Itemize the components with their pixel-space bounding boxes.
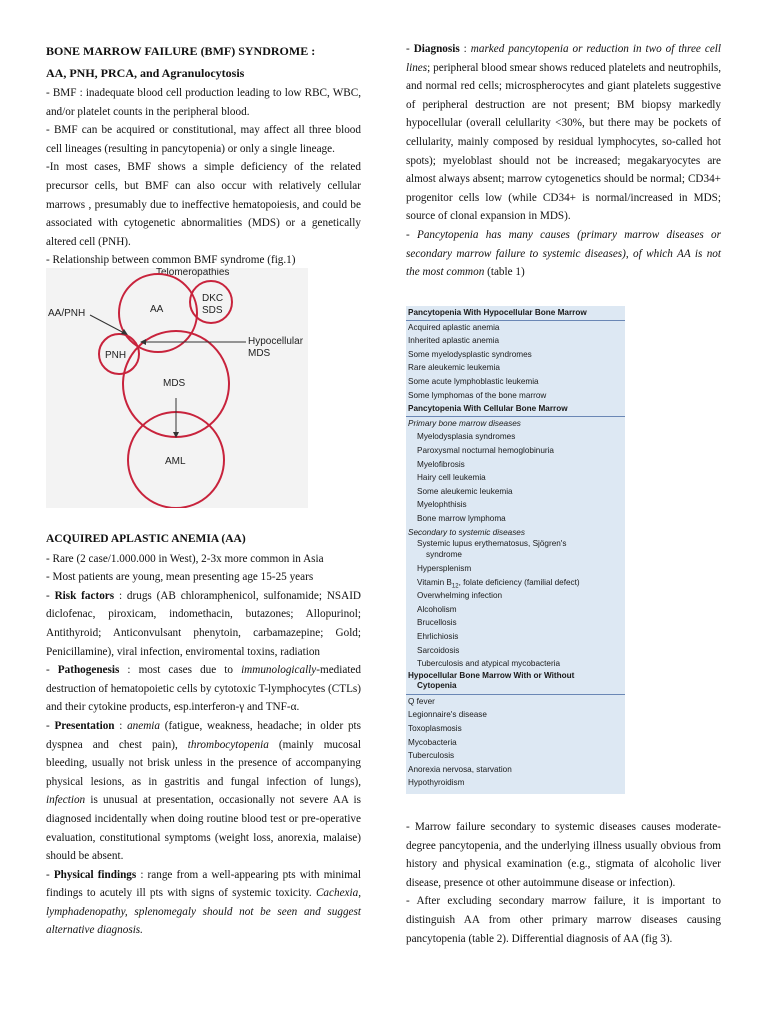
aa-physical-findings: - Physical findings : range from a well-appearing pts with minimal findings to acutely ill pts with signs of systemic toxicity. Cachexia, lymphadenopathy, splenomegaly should not be seen and suggest alternative diagnosis. (46, 868, 361, 937)
bmf-lineages: - BMF can be acquired or constitutional, may affect all three blood cell lineages (resulting in pancytopenia) or only a single lineage. (46, 124, 361, 155)
fig-label-pnh: PNH (105, 350, 127, 361)
differential-paragraph: - After excluding secondary marrow failure, it is important to distinguish AA from other primary marrow diseases causing pancytopenia (table 2). Differential diagnosis of AA (fig 3). (406, 895, 721, 945)
table-row: Sarcoidosis (417, 645, 460, 655)
pres-label: Presentation (54, 719, 115, 732)
table-group-infection (406, 589, 625, 671)
document-title: BONE MARROW FAILURE (BMF) SYNDROME : (46, 44, 316, 58)
fig-label-telomeropathies: Telomeropathies (156, 268, 230, 278)
aa-presentation: - Presentation : anemia (fatigue, weakness, headache; in older pts dyspnea and chest pain), thrombocytopenia (mainly mucosal bleeding, usually not brisk unless in the presence of accompanying physical lesions, as in gastritis and fungal infection of lungs), infection is unusual at presentation, occasionally not severe AA is diagnosed incidentally when doing routine blood test or pre-operative evaluation, constitutional symptoms (weight loss, anorexia, malaise) should be absent. (46, 719, 362, 863)
aa-age: - Most patients are young, mean presenting age 15-25 years (46, 571, 314, 584)
table-row: Some aleukemic leukemia (417, 486, 513, 496)
table-row: Bone marrow lymphoma (417, 513, 506, 523)
table-row: Tuberculosis (408, 751, 455, 761)
fig-label-dkc: DKC (202, 293, 224, 304)
diagnosis-label: Diagnosis (413, 43, 460, 55)
table-row: Alcoholism (417, 604, 457, 614)
patho-label: Pathogenesis (57, 664, 120, 677)
bmf-mechanism: -In most cases, BMF shows a simple deficiency of the related precursor cells, but BMF can also occur with relatively cellular marrows , presumably due to ineffective hematopoiesis, and could be associated with cytogenetic abnormalities (MDS) or a genetically altered cell (PNH). (46, 161, 361, 248)
secondary-failure-paragraph: - Marrow failure secondary to systemic diseases causes moderate-degree pancytopenia, and the underlying illness usually obvious from history and physical examination (e.g., stigmata of alcoholic liver disease, presence ot other autoimmune disease or infection). (406, 821, 721, 889)
table-row: Vitamin $B_{12}$, folate deficiency (familial defect) (417, 577, 580, 590)
table-subheader-primary: Primary bone marrow diseases (408, 418, 521, 428)
table-row: Myelofibrosis (417, 459, 465, 469)
table-row: Legionnaire's disease (408, 710, 487, 720)
table-header-cellular: Pancytopenia With Cellular Bone Marrow (406, 402, 625, 417)
risk-label: Risk factors (54, 589, 115, 602)
aa-heading: ACQUIRED APLASTIC ANEMIA (AA) (46, 533, 246, 545)
table-row: Systemic lupus erythematosus, Sjögren's syndrome (417, 539, 567, 559)
table-row: Toxoplasmosis (408, 724, 462, 734)
fig-label-aml: AML (165, 456, 186, 467)
table-row: Ehrlichiosis (417, 632, 459, 642)
fig-label-hypocellular-mds: MDS (248, 348, 271, 359)
aa-section (46, 530, 361, 940)
table-group-other (406, 695, 625, 790)
table-row: Anorexia nervosa, starvation (408, 764, 512, 774)
aa-pathogenesis: - Pathogenesis : most cases due to immunologically-mediated destruction of hematopoietic cells by cytotoxic T-lymphocytes (CTLs) and their cytokine products, esp.interferon-γ and TNF-α. (46, 664, 361, 714)
phys-label: Physical findings (53, 868, 137, 881)
right-column-diagnosis (406, 40, 721, 282)
table-row: Acquired aplastic anemia (408, 322, 500, 332)
aa-risk-factors: - Risk factors : drugs (AB chloramphenicol, sulfonamide; NSAID diclofenac, piroxicam, indomethacin, butazones; Allopurinol; Antithyroid; Anticonvulsant phenytoin, carbamazepine; Gold; Penicillamine), viral infection, enviromental toxins, radiation (46, 589, 362, 658)
diagnosis-paragraph: - Diagnosis : marked pancytopenia or reduction in two of three cell lines; peripheral blood smear shows reduced platelets and neutrophils, and normal red cells; microspherocytes and giant platelets suggestive of peripheral destruction are not present; BM biopsy markedly hypocellular (overall celullarity <30%, but there may be pockets of cellularity, mainly composed by residual lymphocytes, so-called hot spots); myeloblast should not be increased; megakaryocytes are almost always absent; marrow cytogenetics should be normal; CD34+ progenitor cells low (while CD34+ is normal/increased in MDS; source of clonal expansion in MDS). (406, 43, 721, 223)
bmf-venn-figure (46, 268, 308, 508)
right-column-secondary (406, 818, 721, 948)
bmf-relationship-intro: - Relationship between common BMF syndrome (fig.1) (46, 254, 296, 267)
table-row: Some lymphomas of the bone marrow (408, 390, 547, 400)
pancytopenia-table (406, 306, 625, 794)
table-row: Some acute lymphoblastic leukemia (408, 376, 539, 386)
pancytopenia-causes: - Pancytopenia has many causes (primary marrow diseases or secondary marrow failure to systemic diseases), of which AA is not the most common (table 1) (406, 228, 721, 279)
table-row: Myelophthisis (417, 500, 467, 510)
table-row: Myelodysplasia syndromes (417, 432, 516, 442)
table-row: Inherited aplastic anemia (408, 336, 500, 346)
table-row: Mycobacteria (408, 737, 457, 747)
bmf-definition: - BMF : inadequate blood cell production leading to low RBC, WBC, and/or platelet counts in the peripheral blood. (46, 87, 361, 118)
table-row: Overwhelming infection (417, 591, 503, 601)
table-row: Tuberculosis and atypical mycobacteria (417, 659, 561, 669)
fig-label-hypocellular: Hypocellular (248, 336, 304, 347)
table-subheader-secondary: Secondary to systemic diseases (408, 527, 525, 537)
table-row: Brucellosis (417, 618, 457, 628)
table-row: Hypothyroidism (408, 778, 465, 788)
table-group-hypersplenism (406, 562, 625, 576)
table-header-hypocellular-cytopenia: Hypocellular Bone Marrow With or Without Cytopenia (406, 671, 625, 695)
fig-label-aa-pnh: AA/PNH (48, 308, 86, 319)
fig-label-mds: MDS (163, 378, 186, 389)
table-row: Rare aleukemic leukemia (408, 363, 500, 373)
table-row: Hypersplenism (417, 564, 472, 574)
document-subtitle: AA, PNH, PRCA, and Agranulocytosis (46, 66, 245, 80)
fig-label-sds: SDS (202, 305, 223, 316)
fig-label-aa: AA (150, 304, 164, 315)
table-group-primary (406, 430, 625, 525)
table-row: Some myelodysplastic syndromes (408, 349, 532, 359)
left-column-intro (46, 40, 361, 270)
table-group-hypocellular (406, 321, 625, 403)
table-row: Paroxysmal nocturnal hemoglobinuria (417, 445, 554, 455)
table-row: Q fever (408, 696, 435, 706)
table-header-hypocellular: Pancytopenia With Hypocellular Bone Marrow (406, 306, 625, 321)
aa-epidemiology: - Rare (2 case/1.000.000 in West), 2-3x more common in Asia (46, 552, 324, 565)
table-row: Hairy cell leukemia (417, 473, 486, 483)
